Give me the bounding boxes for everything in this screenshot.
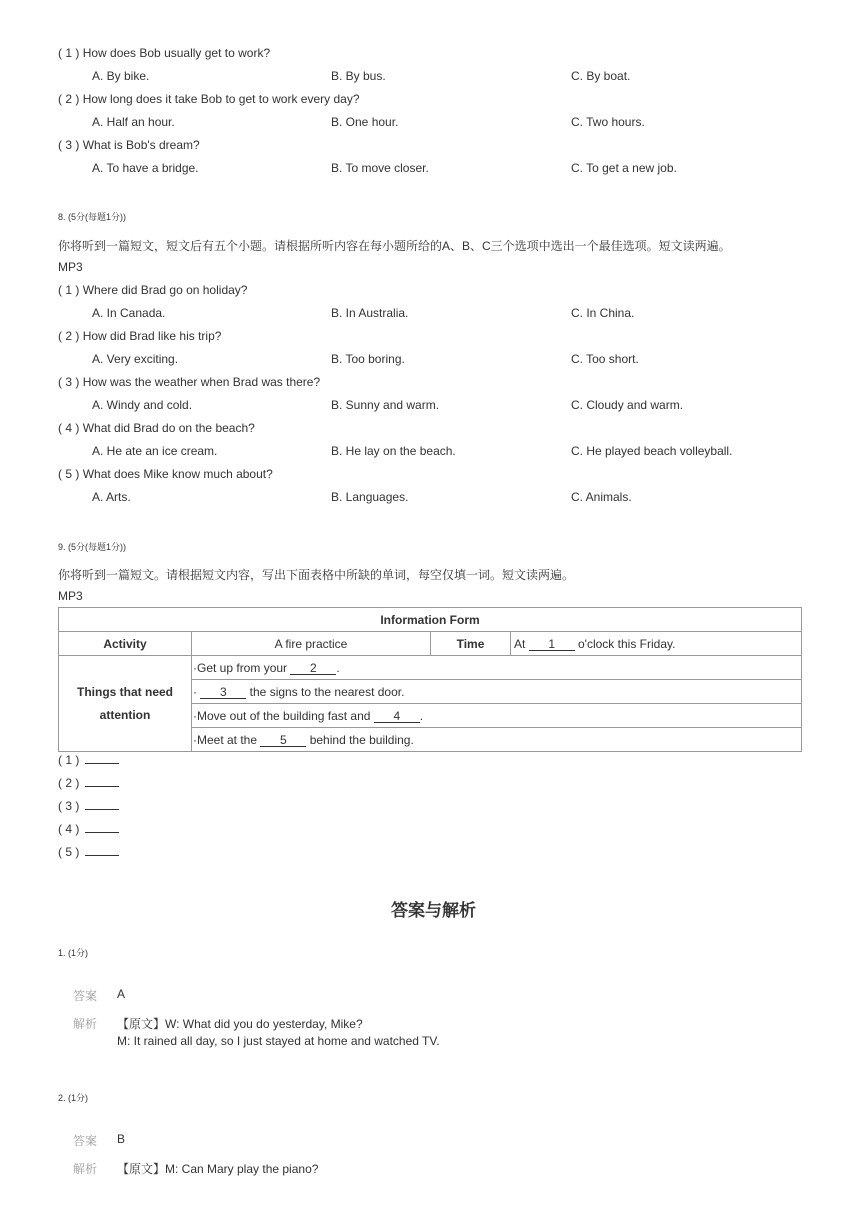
option-b: B. In Australia. <box>331 306 409 320</box>
option-c: C. Cloudy and warm. <box>571 398 684 412</box>
option-a: A. He ate an ice cream. <box>92 444 218 458</box>
option-c: C. By boat. <box>571 69 631 83</box>
option-b: B. One hour. <box>331 115 399 129</box>
answer-line[interactable]: ( 4 ) <box>58 822 119 836</box>
blank-4: 4 <box>374 710 420 723</box>
question-text: ( 3 ) What is Bob's dream? <box>58 138 200 152</box>
information-form-table <box>58 607 802 752</box>
answers-title: 答案与解析 <box>391 901 476 920</box>
option-a: A. Arts. <box>92 490 131 504</box>
option-c: C. In China. <box>571 306 635 320</box>
analysis-label: 解析 <box>73 1017 98 1031</box>
mp3-label[interactable]: MP3 <box>58 260 83 274</box>
option-c: C. To get a new job. <box>571 161 677 175</box>
answer-line[interactable]: ( 5 ) <box>58 845 119 859</box>
question-text: ( 2 ) How did Brad like his trip? <box>58 329 222 343</box>
option-b: B. Sunny and warm. <box>331 398 440 412</box>
mp3-label[interactable]: MP3 <box>58 589 83 603</box>
option-a: A. Half an hour. <box>92 115 175 129</box>
analysis-line: 【原文】M: Can Mary play the piano? <box>117 1162 319 1176</box>
option-a: A. Very exciting. <box>92 352 179 366</box>
attention-row: ·Move out of the building fast and 4 . <box>192 704 802 728</box>
time-value: At 1 o'clock this Friday. <box>511 632 802 656</box>
question-text: ( 1 ) Where did Brad go on holiday? <box>58 283 248 297</box>
section-instruction: 你将听到一篇短文，短文后有五个小题。请根据所听内容在每小题所给的A、B、C三个选项中选出一个最佳选项。短文读两遍。 <box>58 239 731 253</box>
option-a: A. In Canada. <box>92 306 166 320</box>
option-c: C. He played beach volleyball. <box>571 444 733 458</box>
answer-line[interactable]: ( 2 ) <box>58 776 119 790</box>
question-text: ( 2 ) How long does it take Bob to get to work every day? <box>58 92 360 106</box>
answer-item-header: 1. (1分) <box>58 948 89 958</box>
option-a: A. Windy and cold. <box>92 398 193 412</box>
option-c: C. Two hours. <box>571 115 645 129</box>
option-a: A. To have a bridge. <box>92 161 199 175</box>
option-b: B. To move closer. <box>331 161 429 175</box>
attention-label: Things that need attention <box>59 656 192 752</box>
attention-row: ·Get up from your 2 . <box>192 656 802 680</box>
analysis-label: 解析 <box>73 1162 98 1176</box>
answer-line[interactable]: ( 1 ) <box>58 753 119 767</box>
activity-value: A fire practice <box>192 632 431 656</box>
answer-value: B <box>117 1132 126 1146</box>
option-c: C. Animals. <box>571 490 632 504</box>
blank-3: 3 <box>200 686 246 699</box>
option-b: B. He lay on the beach. <box>331 444 456 458</box>
section-header: 8. (5分(每题1分)) <box>58 212 127 222</box>
blank-2: 2 <box>290 662 336 675</box>
question-text: ( 3 ) How was the weather when Brad was there? <box>58 375 321 389</box>
answer-label: 答案 <box>73 1134 98 1148</box>
blank-5: 5 <box>260 734 306 747</box>
answer-line[interactable]: ( 3 ) <box>58 799 119 813</box>
answer-label: 答案 <box>73 989 98 1003</box>
answer-item-header: 2. (1分) <box>58 1093 89 1103</box>
activity-label: Activity <box>59 632 192 656</box>
option-a: A. By bike. <box>92 69 150 83</box>
section-instruction: 你将听到一篇短文。请根据短文内容，写出下面表格中所缺的单词，每空仅填一词。短文读两遍。 <box>58 568 575 582</box>
attention-row: · 3 the signs to the nearest door. <box>192 680 802 704</box>
table-title: Information Form <box>59 608 802 632</box>
time-label: Time <box>431 632 511 656</box>
option-c: C. Too short. <box>571 352 639 366</box>
option-b: B. Too boring. <box>331 352 405 366</box>
option-b: B. Languages. <box>331 490 409 504</box>
option-b: B. By bus. <box>331 69 386 83</box>
analysis-line: M: It rained all day, so I just stayed at home and watched TV. <box>117 1034 440 1048</box>
analysis-line: 【原文】W: What did you do yesterday, Mike? <box>117 1017 363 1031</box>
question-text: ( 4 ) What did Brad do on the beach? <box>58 421 255 435</box>
blank-1: 1 <box>529 638 575 651</box>
question-text: ( 5 ) What does Mike know much about? <box>58 467 273 481</box>
question-text: ( 1 ) How does Bob usually get to work? <box>58 46 271 60</box>
section-header: 9. (5分(每题1分)) <box>58 542 127 552</box>
answer-value: A <box>117 987 126 1001</box>
attention-row: ·Meet at the 5 behind the building. <box>192 728 802 752</box>
